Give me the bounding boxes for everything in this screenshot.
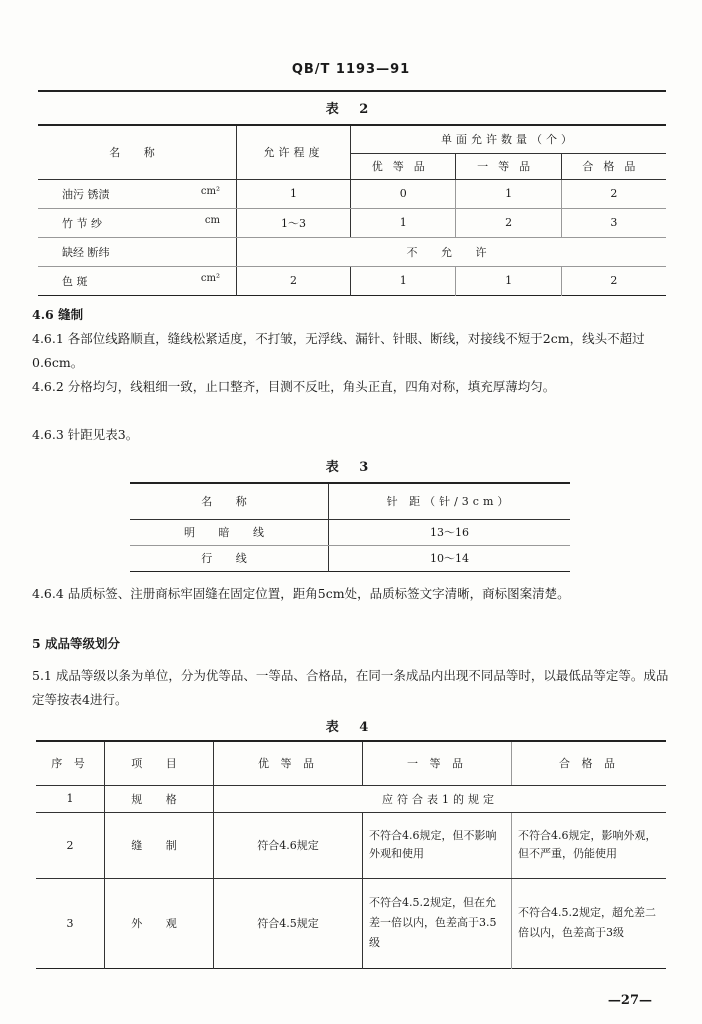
t4-item: 外 观 [105, 878, 214, 968]
paragraph-4-6-2: 4.6.2 分格均匀，线粗细一致，止口整齐，目测不反吐，角头正直，四角对称，填充厚薄均匀。 [32, 379, 556, 394]
t2-name-cell [38, 208, 237, 237]
t2-v2: 1 [456, 179, 561, 208]
t2-sub-2: 一等品 [456, 153, 561, 179]
t2-sub-1: 优等品 [351, 153, 456, 179]
t4-h-no: 序 号 [36, 741, 105, 785]
table-row [36, 812, 666, 878]
t2-name: 油污 锈渍 [62, 187, 110, 201]
t2-v3: 2 [561, 179, 666, 208]
t4-c: 不符合4.6规定，影响外观，但不严重，仍能使用 [512, 812, 667, 878]
t2-unit: cm² [200, 185, 220, 197]
table-row [130, 519, 570, 545]
t2-v3: 3 [561, 208, 666, 237]
t3-val: 13～16 [329, 519, 571, 545]
table3 [130, 482, 570, 572]
table2-caption: 表 2 [325, 102, 377, 117]
t4-a: 符合4.5规定 [214, 878, 363, 968]
t2-allow: 1 [237, 179, 351, 208]
t4-h-c: 合 格 品 [512, 741, 667, 785]
table-row [36, 785, 666, 812]
t2-name: 色 斑 [62, 274, 88, 288]
t4-no: 2 [36, 812, 105, 878]
t3-name: 明 暗 线 [130, 519, 329, 545]
t4-a: 符合4.6规定 [214, 812, 363, 878]
t2-merged: 不 允 许 [237, 237, 667, 266]
t2-header-allow: 允许程度 [237, 125, 351, 179]
t2-unit: cm² [200, 272, 220, 284]
t4-merged: 应符合表1的规定 [214, 785, 667, 812]
table2 [38, 124, 666, 296]
paragraph-4-6-3: 4.6.3 针距见表3。 [32, 427, 139, 442]
t2-name: 缺经 断纬 [62, 245, 110, 259]
t2-v1: 1 [351, 266, 456, 295]
t2-v2: 2 [456, 208, 561, 237]
t2-allow: 2 [237, 266, 351, 295]
section-4-6-title: 4.6 缝制 [32, 307, 84, 322]
t3-val: 10～14 [430, 552, 469, 565]
page-number: —27— [607, 993, 652, 1008]
t2-name: 竹 节 纱 [62, 216, 102, 230]
table-row [38, 208, 666, 237]
t2-header-group: 单面允许数量（个） [351, 125, 667, 153]
t4-no: 3 [36, 878, 105, 968]
standard-header: QB/T 1193—91 [291, 62, 411, 77]
t2-unit: cm [204, 214, 220, 226]
table-row [38, 237, 666, 266]
paragraph-4-6-4: 4.6.4 品质标签、注册商标牢固缝在固定位置，距角5cm处，品质标签文字清晰，商标图案清楚。 [32, 586, 570, 601]
t4-no: 1 [36, 785, 105, 812]
table-row [130, 545, 570, 571]
section-5-title: 5 成品等级划分 [32, 636, 121, 651]
t2-name-cell [38, 237, 237, 266]
t4-b: 不符合4.6规定，但不影响外观和使用 [363, 812, 512, 878]
paragraph-4-6-1: 4.6.1 各部位线路顺直，缝线松紧适度，不打皱，无浮线、漏针、针眼、断线，对接线不短于2cm，线头不超过0.6cm。 [32, 331, 645, 370]
t2-v1: 1 [351, 208, 456, 237]
t4-item: 规 格 [105, 785, 214, 812]
t4-b: 不符合4.5.2规定，但在允差一倍以内，色差高于3.5级 [363, 878, 512, 968]
table4 [36, 740, 666, 969]
t2-v2: 1 [456, 266, 561, 295]
t4-item: 缝 制 [105, 812, 214, 878]
table-row [38, 179, 666, 208]
t2-sub-3: 合格品 [561, 153, 666, 179]
t2-name-cell [38, 266, 237, 295]
t3-header-val: 针 距（针/3cm） [329, 483, 571, 519]
table-row [36, 878, 666, 968]
t2-v3: 2 [610, 274, 618, 287]
header-rule [38, 90, 666, 92]
t4-h-a: 优 等 品 [214, 741, 363, 785]
t3-name: 行 线 [130, 545, 329, 571]
t4-c: 不符合4.5.2规定，超允差二倍以内，色差高于3级 [518, 906, 656, 939]
paragraph-5-1: 5.1 成品等级以条为单位，分为优等品、一等品、合格品，在同一条成品内出现不同品等时，以最低品等定等。成品定等按表4进行。 [32, 668, 669, 707]
table4-caption: 表 4 [325, 720, 377, 735]
table-row [38, 266, 666, 295]
t2-v1: 0 [351, 179, 456, 208]
t4-h-b: 一 等 品 [363, 741, 512, 785]
t2-header-name: 名 称 [38, 125, 237, 179]
t4-h-item: 项 目 [105, 741, 214, 785]
t2-allow: 1～3 [237, 208, 351, 237]
table3-caption: 表 3 [325, 460, 377, 475]
t2-name-cell [38, 179, 237, 208]
t3-header-name: 名 称 [130, 483, 329, 519]
